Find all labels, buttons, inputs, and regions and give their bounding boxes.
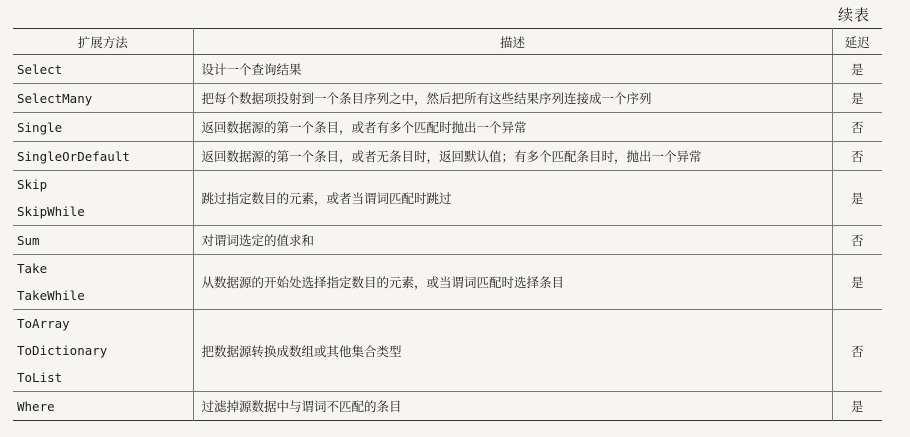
method-name: Skip	[17, 177, 48, 192]
table-row	[13, 142, 882, 171]
method-name: SingleOrDefault	[17, 148, 130, 164]
description-cell: 把数据源转换成数组或其他集合类型	[193, 310, 832, 392]
deferred-cell: 是	[832, 84, 882, 113]
deferred-cell: 是	[832, 392, 882, 421]
header-description: 描述	[193, 29, 832, 55]
header-method: 扩展方法	[13, 29, 193, 55]
description-cell: 从数据源的开始处选择指定数目的元素，或当谓词匹配时选择条目	[193, 255, 832, 310]
deferred-cell: 否	[832, 142, 882, 171]
method-cell	[13, 55, 193, 84]
description-cell: 对谓词选定的值求和	[193, 226, 832, 255]
description-cell: 过滤掉源数据中与谓词不匹配的条目	[193, 392, 832, 421]
method-name: SkipWhile	[17, 204, 85, 219]
description-cell: 跳过指定数目的元素，或者当谓词匹配时跳过	[193, 171, 832, 226]
method-cell	[13, 142, 193, 171]
deferred-cell: 否	[832, 113, 882, 142]
method-name: ToDictionary	[17, 343, 108, 358]
deferred-cell: 是	[832, 171, 882, 226]
method-name: Single	[17, 119, 63, 135]
method-name: TakeWhile	[17, 288, 85, 303]
deferred-cell: 否	[832, 226, 882, 255]
method-cell	[13, 310, 193, 392]
method-cell	[13, 255, 193, 310]
method-name: ToArray	[17, 316, 70, 331]
method-name: ToList	[17, 370, 63, 385]
linq-methods-table	[13, 28, 882, 421]
method-cell	[13, 171, 193, 226]
deferred-cell: 是	[832, 55, 882, 84]
method-cell	[13, 113, 193, 142]
description-cell: 设计一个查询结果	[193, 55, 832, 84]
method-name: Sum	[17, 232, 40, 248]
description-cell: 返回数据源的第一个条目，或者无条目时，返回默认值；有多个匹配条目时，抛出一个异常	[193, 142, 832, 171]
table-row	[13, 55, 882, 84]
table-row	[13, 84, 882, 113]
description-cell: 返回数据源的第一个条目，或者有多个匹配时抛出一个异常	[193, 113, 832, 142]
method-name: SelectMany	[17, 90, 93, 106]
table-row	[13, 113, 882, 142]
method-name: Select	[17, 61, 63, 77]
table-row	[13, 171, 882, 226]
method-cell	[13, 84, 193, 113]
description-cell: 把每个数据项投射到一个条目序列之中，然后把所有这些结果序列连接成一个序列	[193, 84, 832, 113]
header-deferred: 延迟	[832, 29, 882, 55]
deferred-cell: 否	[832, 310, 882, 392]
table-row	[13, 226, 882, 255]
table-row	[13, 310, 882, 392]
method-cell	[13, 392, 193, 421]
table-header-row	[13, 29, 882, 55]
deferred-cell: 是	[832, 255, 882, 310]
table-row	[13, 255, 882, 310]
method-name: Where	[17, 398, 55, 414]
method-cell	[13, 226, 193, 255]
method-name: Take	[17, 261, 48, 276]
table-caption: 续表	[837, 6, 870, 24]
table-row	[13, 392, 882, 421]
